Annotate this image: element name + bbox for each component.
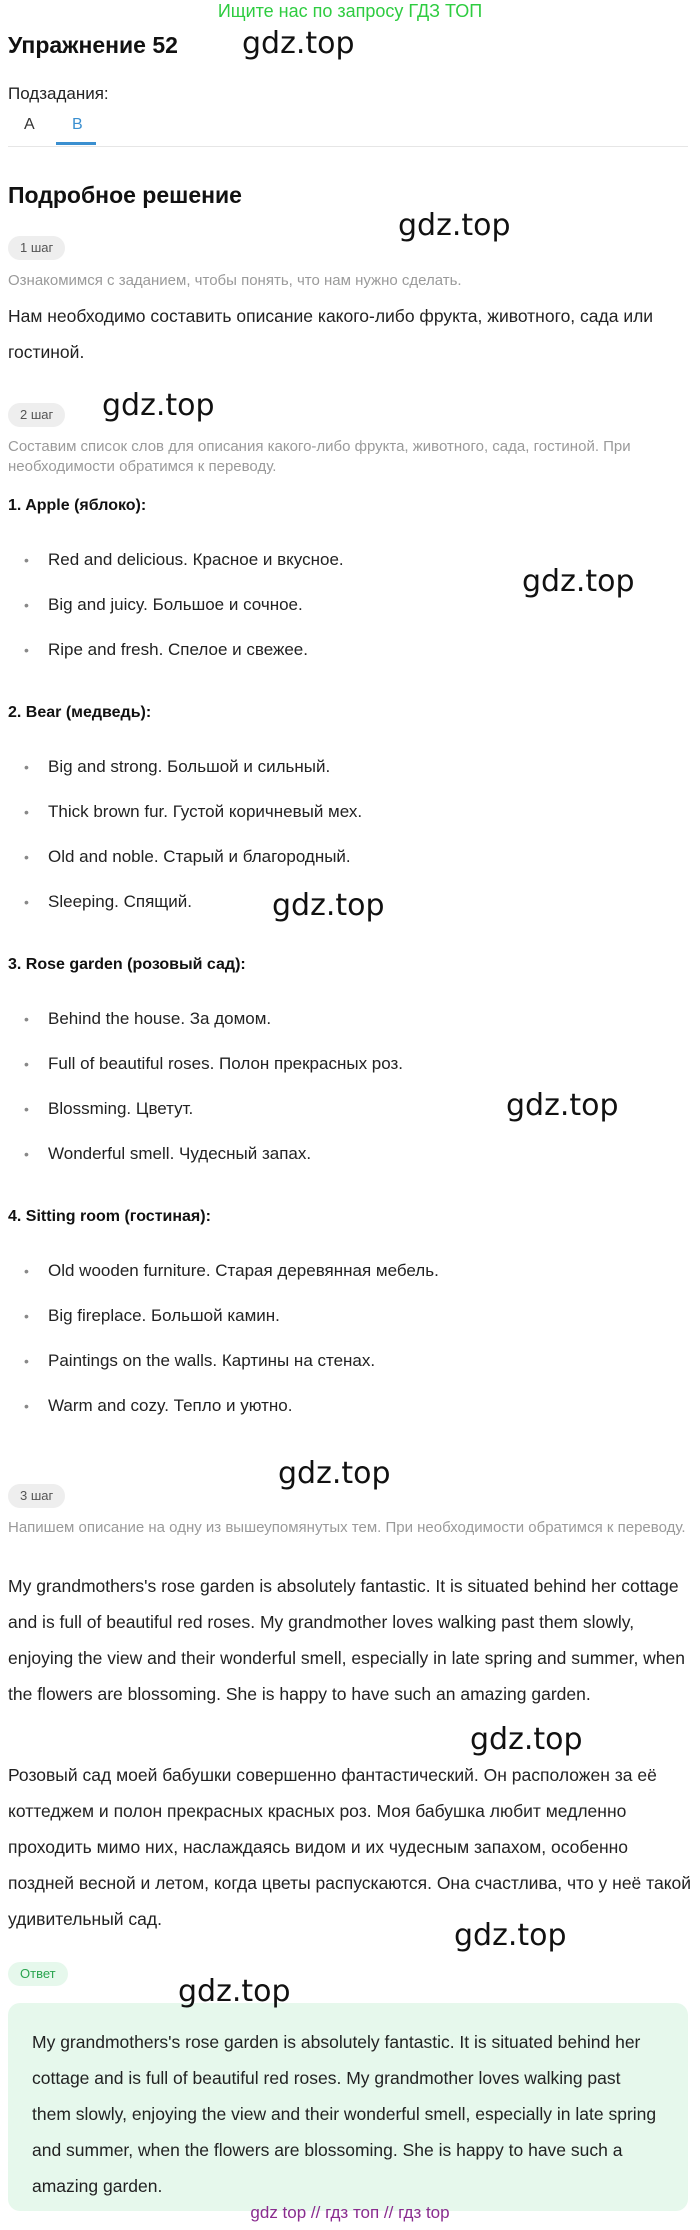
step-3-badge: 3 шаг xyxy=(8,1484,65,1508)
watermark: gdz.top xyxy=(506,1088,619,1123)
step-1-hint: Ознакомимся с заданием, чтобы понять, что нам нужно сделать. xyxy=(8,272,462,289)
list-item: • Warm and cozy. Тепло и уютно. xyxy=(26,1394,292,1418)
group-rose-garden-title: 3. Rose garden (розовый сад): xyxy=(8,956,246,973)
watermark: gdz.top xyxy=(454,1918,567,1953)
list-item: • Paintings on the walls. Картины на стенах. xyxy=(26,1349,375,1373)
list-item: • Thick brown fur. Густой коричневый мех. xyxy=(26,800,362,824)
active-tab-indicator xyxy=(56,142,96,145)
answer-box xyxy=(8,2003,688,2211)
watermark: gdz.top xyxy=(272,888,385,923)
list-item: • Big fireplace. Большой камин. xyxy=(26,1304,280,1328)
step-3-text-en: My grandmothers's rose garden is absolutely fantastic. It is situated behind her cottage and is full of beautiful red roses. My grandmother loves walking past them slowly, enjoying the view and their wonderful smell, especially in late spring and summer, when the flowers are blossoming. She is happy to have such an amazing garden. xyxy=(8,1576,686,1704)
footer-links: gdz top // гдз топ // гдз top xyxy=(250,2203,450,2222)
list-item: • Full of beautiful roses. Полон прекрасных роз. xyxy=(26,1052,403,1076)
section-title: Подробное решение xyxy=(8,182,242,208)
list-item: • Big and juicy. Большое и сочное. xyxy=(26,593,303,617)
list-item: • Wonderful smell. Чудесный запах. xyxy=(26,1142,311,1166)
list-item: • Old and noble. Старый и благородный. xyxy=(26,845,351,869)
search-banner: Ищите нас по запросу ГДЗ ТОП xyxy=(217,1,483,21)
watermark: gdz.top xyxy=(278,1456,391,1491)
answer-text: My grandmothers's rose garden is absolutely fantastic. It is situated behind her cottage and is full of beautiful red roses. My grandmother loves walking past them slowly, enjoying the view and their wonderful smell, especially in late spring and summer, when the flowers are blossoming. She is happy to have such a amazing garden. xyxy=(32,2032,657,2196)
step-2-badge: 2 шаг xyxy=(8,403,65,427)
step-3-hint: Напишем описание на одну из вышеупомянутых тем. При необходимости обратимся к переводу. xyxy=(8,1519,686,1536)
step-1-badge: 1 шаг xyxy=(8,236,65,260)
step-3-text-ru: Розовый сад моей бабушки совершенно фантастический. Он расположен за её коттеджем и полон прекрасных красных роз. Моя бабушка любит медленно проходить мимо них, наслаждаясь видом и их чудесным запахом, особенно поздней весной и летом, когда цветы распускаются. Она счастлива, что у неё такой удивительный сад. xyxy=(8,1765,692,1929)
watermark: gdz.top xyxy=(522,564,635,599)
step-1-text: Нам необходимо составить описание какого-либо фрукта, животного, сада или гостиной. xyxy=(8,306,654,362)
list-item: • Big and strong. Большой и сильный. xyxy=(26,755,330,779)
list-item: • Old wooden furniture. Старая деревянная мебель. xyxy=(26,1259,439,1283)
watermark: gdz.top xyxy=(102,388,215,423)
list-item: • Sleeping. Спящий. xyxy=(26,890,192,914)
subtask-tabs xyxy=(8,108,688,147)
tab-b[interactable]: B xyxy=(72,116,83,133)
watermark: gdz.top xyxy=(398,208,511,243)
page-title: Упражнение 52 xyxy=(8,32,178,58)
step-2-hint: Составим список слов для описания какого-либо фрукта, животного, сада, гостиной. При необходимости обратимся к переводу. xyxy=(8,438,631,475)
tab-a[interactable]: A xyxy=(24,116,35,133)
group-apple-title: 1. Apple (яблоко): xyxy=(8,497,147,514)
list-item: • Red and delicious. Красное и вкусное. xyxy=(26,548,344,572)
watermark: gdz.top xyxy=(470,1722,583,1757)
list-item: • Behind the house. За домом. xyxy=(26,1007,271,1031)
subtasks-label: Подзадания: xyxy=(8,84,109,103)
list-item: • Blossming. Цветут. xyxy=(26,1097,193,1121)
list-item: • Ripe and fresh. Спелое и свежее. xyxy=(26,638,308,662)
watermark: gdz.top xyxy=(242,26,355,61)
answer-badge: Ответ xyxy=(8,1962,68,1986)
group-sitting-room-title: 4. Sitting room (гостиная): xyxy=(8,1208,211,1225)
watermark: gdz.top xyxy=(178,1974,291,2009)
group-bear-title: 2. Bear (медведь): xyxy=(8,704,152,721)
